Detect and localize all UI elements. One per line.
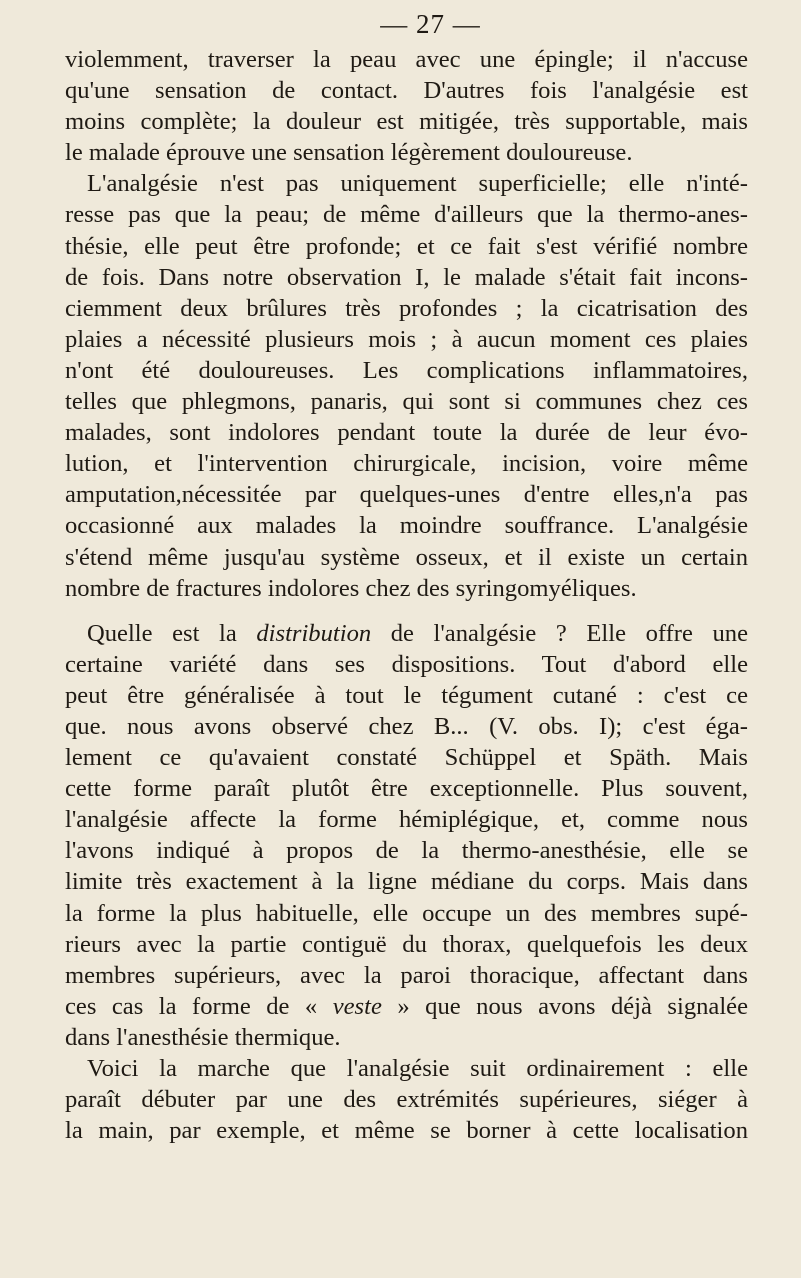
text-run: » que nous avons déjà signalée [381,992,748,1020]
text-line: L'analgésie n'est pas uniquement superficielle; elle n'inté- [87,170,748,198]
paragraph-gap [65,604,748,618]
text-line: s'étend même jusqu'au système osseux, et il existe un certain [65,543,748,571]
text-line: peut être généralisée à tout le tégument cutané : c'est ce [65,681,748,709]
paragraph-4 [65,1053,748,1146]
text-line: rieurs avec la partie contiguë du thorax, quelquefois les deux [65,930,748,958]
paragraph-2 [65,168,748,603]
text-run: ces cas la forme de « [65,992,333,1020]
text-line: Voici la marche que l'analgésie suit ordinairement : elle [87,1055,748,1082]
paragraph-3 [65,618,748,1053]
text-line: lement ce qu'avaient constaté Schüppel et Späth. Mais [65,744,748,772]
text-line: moins complète; la douleur est mitigée, très supportable, mais [65,108,748,136]
text-line: plaies a nécessité plusieurs mois ; à aucun moment ces plaies [65,325,748,353]
body-text [65,44,748,1146]
text-line: la main, par exemple, et même se borner à cette localisation [65,1117,748,1145]
text-line: l'avons indiqué à propos de la thermo-anesthésie, elle se [65,837,748,865]
text-line: telles que phlegmons, panaris, qui sont si communes chez ces [65,388,748,416]
text-line: le malade éprouve une sensation légèrement douloureuse. [65,139,633,167]
text-line: l'analgésie affecte la forme hémiplégique, et, comme nous [65,806,748,834]
text-line: dans l'anesthésie thermique. [65,1023,341,1051]
text-line: violemment, traverser la peau avec une épingle; il n'accuse [65,46,748,73]
text-line: n'ont été douloureuses. Les complications inflammatoires, [65,356,748,384]
text-line: nombre de fractures indolores chez des syringomyéliques. [65,574,637,602]
page-number: — 27 — [380,9,481,39]
text-line: thésie, elle peut être profonde; et ce fait s'est vérifié nombre [65,232,748,260]
text-line: paraît débuter par une des extrémités supérieures, siéger à [65,1086,748,1114]
italic-term: veste [332,992,382,1020]
text-run: Quelle est la [87,619,257,647]
text-line: la forme la plus habituelle, elle occupe un des membres supé- [65,899,748,927]
text-line: que. nous avons observé chez B... (V. obs. I); c'est éga- [65,712,748,740]
text-line: de fois. Dans notre observation I, le malade s'était fait incons- [65,263,748,291]
text-run: de l'analgésie ? Elle offre une [371,619,748,647]
text-line: ciemment deux brûlures très profondes ; la cicatrisation des [65,294,748,322]
text-line: amputation,nécessitée par quelques-unes d'entre elles,n'a pas [65,481,748,509]
text-line: qu'une sensation de contact. D'autres fois l'analgésie est [65,77,748,105]
text-line [65,991,748,1022]
italic-term: distribution [256,619,372,647]
text-line: membres supérieurs, avec la paroi thoracique, affectant dans [65,961,748,989]
text-line: occasionné aux malades la moindre souffrance. L'analgésie [65,512,748,540]
text-line: resse pas que la peau; de même d'ailleurs que la thermo-anes- [65,201,748,229]
text-line: limite très exactement à la ligne médiane du corps. Mais dans [65,868,748,896]
text-line: malades, sont indolores pendant toute la durée de leur évo- [65,419,748,447]
text-line: certaine variété dans ses dispositions. Tout d'abord elle [65,650,748,678]
text-line: lution, et l'intervention chirurgicale, incision, voire même [65,450,748,478]
text-line: cette forme paraît plutôt être exceptionnelle. Plus souvent, [65,775,748,803]
text-line [65,618,748,649]
paragraph-1 [65,44,748,168]
